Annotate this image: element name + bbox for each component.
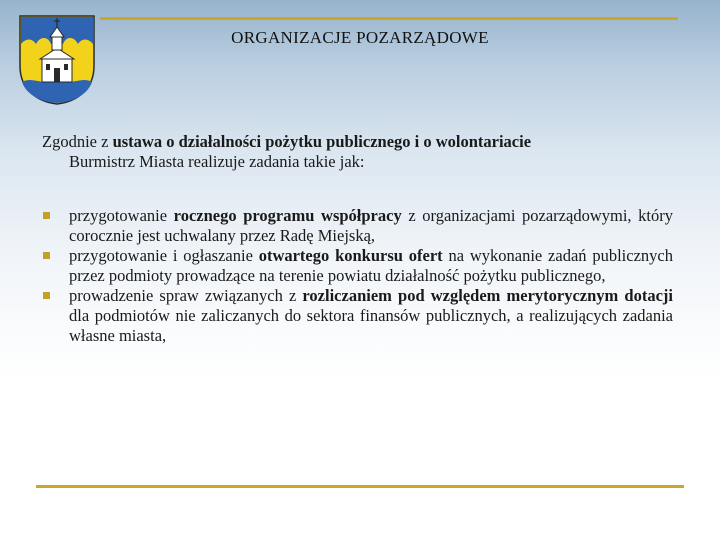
item-text: przygotowanie i ogłaszanie bbox=[69, 246, 259, 265]
square-bullet-icon bbox=[43, 212, 50, 219]
coat-of-arms-icon bbox=[18, 14, 96, 106]
header-divider bbox=[100, 17, 678, 20]
item-text: na wykonanie zadań publicznych przez podmioty prowadzące na terenie powiatu działalność pożytku publicznego, bbox=[69, 246, 673, 285]
square-bullet-icon bbox=[43, 252, 50, 259]
task-list bbox=[42, 206, 673, 346]
item-text: przygotowanie bbox=[69, 206, 174, 225]
footer-divider bbox=[36, 485, 684, 488]
item-text: dla podmiotów nie zaliczanych do sektora finansów publicznych, a realizujących zadania własne miasta, bbox=[69, 306, 673, 345]
item-bold-text: rocznego programu współpracy bbox=[173, 206, 402, 225]
item-text: z organizacjami pozarządowymi, który corocznie jest uchwalany przez Radę Miejską, bbox=[69, 206, 673, 245]
page-title: ORGANIZACJE POZARZĄDOWE bbox=[231, 28, 489, 47]
item-bold-text: otwartego konkursu ofert bbox=[258, 246, 443, 265]
intro-act-name: ustawa o działalności pożytku publicznego i o wolontariacie bbox=[112, 132, 532, 151]
item-bold-text: rozliczaniem pod względem merytorycznym dotacji bbox=[302, 286, 674, 305]
square-bullet-icon bbox=[43, 292, 50, 299]
intro-continuation: Burmistrz Miasta realizuje zadania takie jak: bbox=[69, 152, 365, 171]
item-text: prowadzenie spraw związanych z bbox=[69, 286, 303, 305]
list-item bbox=[42, 206, 673, 246]
intro-paragraph bbox=[42, 132, 673, 172]
intro-text: Zgodnie z bbox=[42, 132, 113, 151]
list-item bbox=[42, 286, 673, 346]
list-item bbox=[42, 246, 673, 286]
